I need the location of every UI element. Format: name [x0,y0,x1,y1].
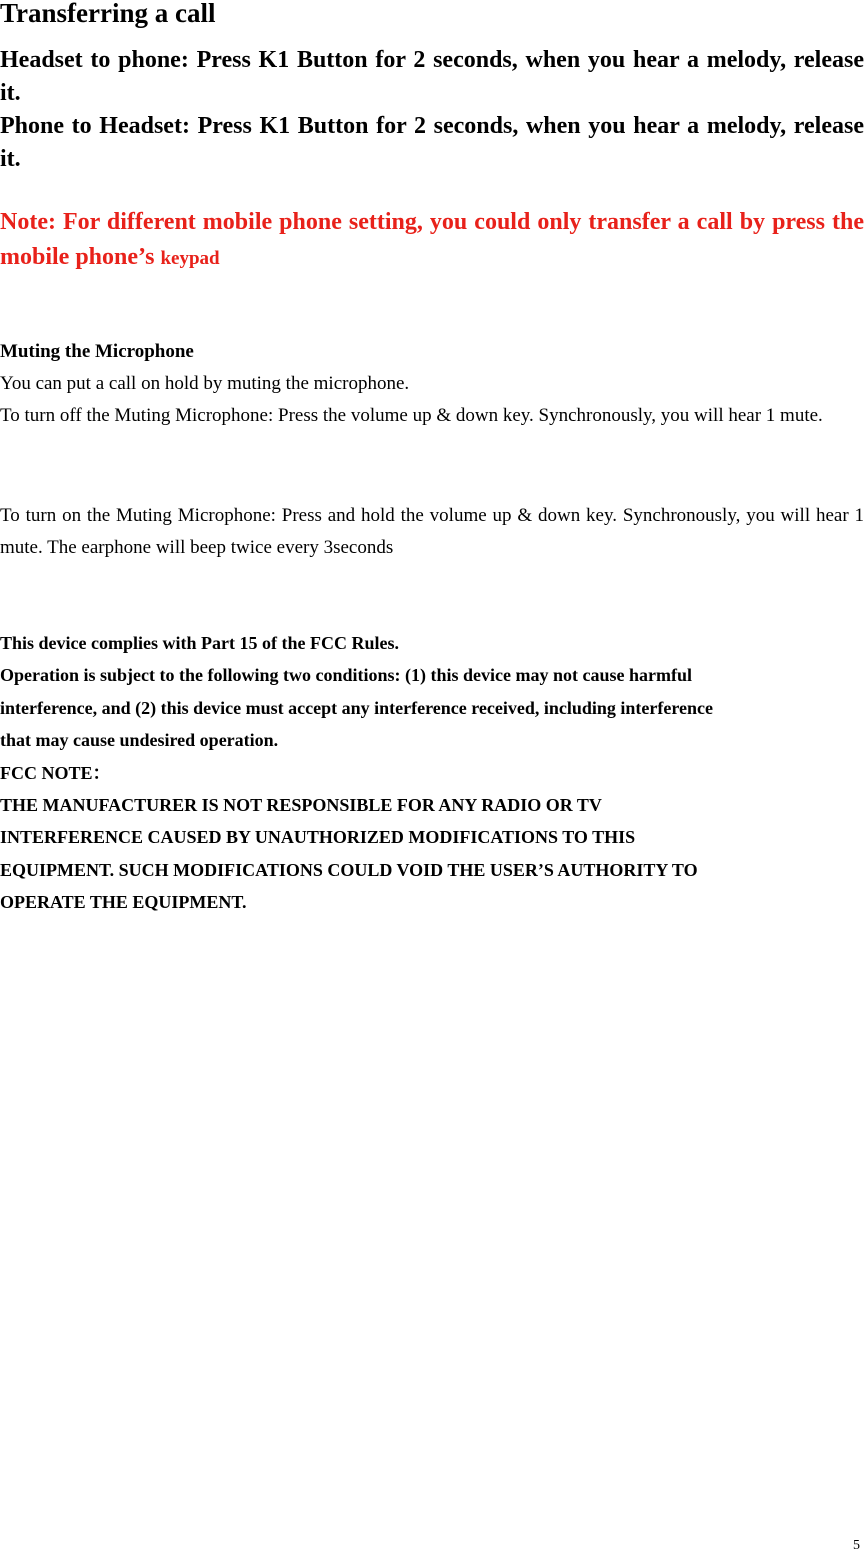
transfer-note [0,205,864,276]
fcc-statement [0,627,864,919]
fcc-line: Operation is subject to the following two conditions: (1) this device may not cause harmful [0,665,692,686]
fcc-line: that may cause undesired operation. [0,730,279,751]
fcc-line: interference, and (2) this device must accept any interference received, including interference [0,697,713,718]
muting-turn-off: To turn off the Muting Microphone: Press the volume up & down key. Synchronously, you will hear 1 mute. [0,405,823,426]
fcc-line: OPERATE THE EQUIPMENT. [0,892,247,913]
muting-heading: Muting the Microphone [0,341,194,362]
muting-turn-on: To turn on the Muting Microphone: Press and hold the volume up & down key. Synchronously, you will hear 1 mute. The earphone will beep twice every 3seconds [0,505,864,558]
fcc-line: This device complies with Part 15 of the FCC Rules. [0,633,399,653]
fcc-line: THE MANUFACTURER IS NOT RESPONSIBLE FOR ANY RADIO OR TV [0,795,602,816]
page-number: 5 [853,1538,860,1553]
transfer-note-tail: keypad [160,248,220,269]
transfer-note-main: Note: For different mobile phone setting, you could only transfer a call by press the mobile phone’s [0,209,864,270]
fcc-line: INTERFERENCE CAUSED BY UNAUTHORIZED MODIFICATIONS TO THIS [0,827,636,848]
phone-to-headset-instruction: Phone to Headset: Press K1 Button for 2 seconds, when you hear a melody, release it. [0,113,864,172]
fcc-line: EQUIPMENT. SUCH MODIFICATIONS COULD VOID THE USER’S AUTHORITY TO [0,859,698,880]
headset-to-phone-instruction: Headset to phone: Press K1 Button for 2 seconds, when you hear a melody, release it. [0,47,864,106]
muting-intro: You can put a call on hold by muting the microphone. [0,373,410,394]
page-title: Transferring a call [0,0,216,28]
fcc-note-label: FCC NOTE： [0,762,111,783]
